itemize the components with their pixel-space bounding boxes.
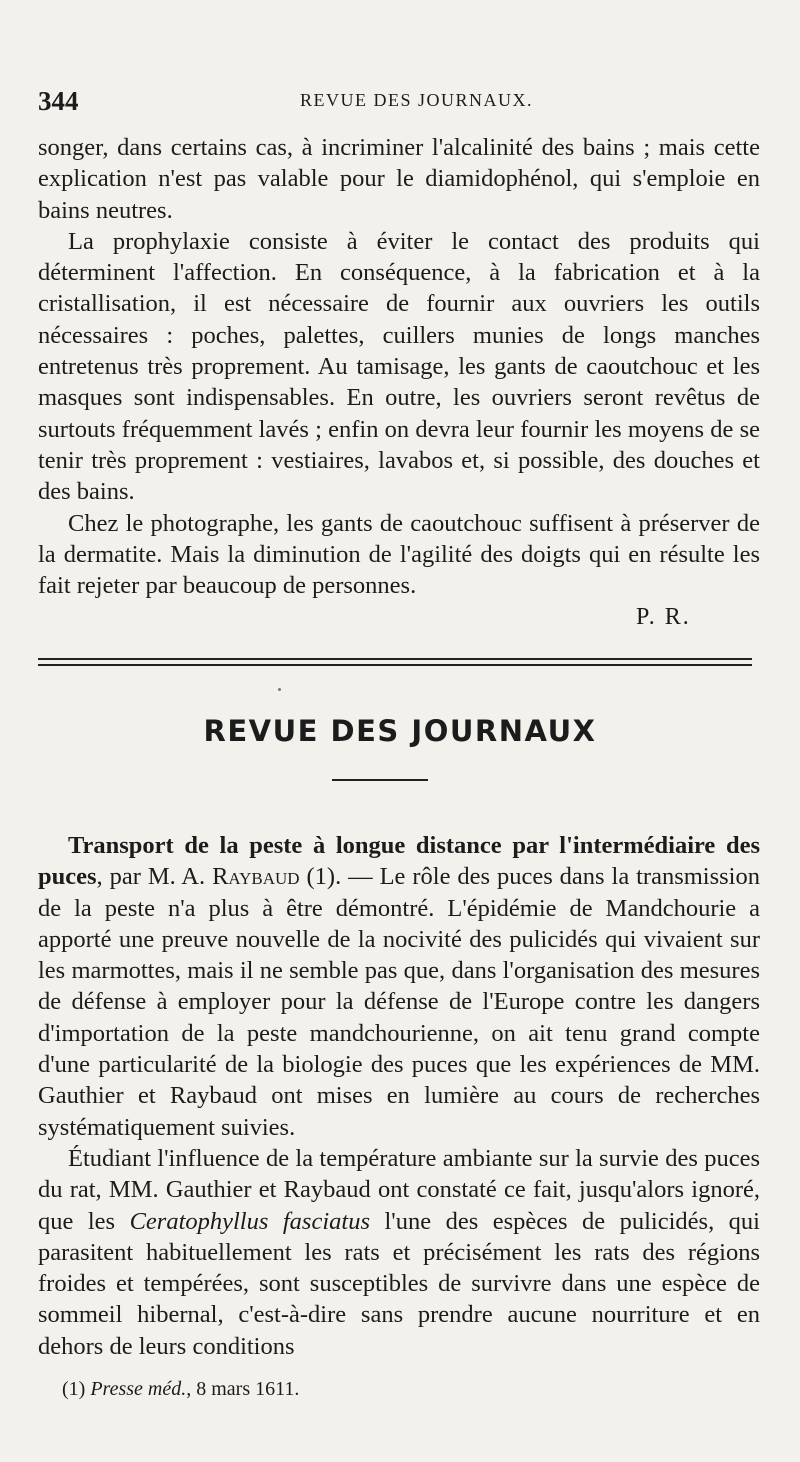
footnote-date: , 8 mars 1611. [186, 1378, 300, 1400]
paragraph: songer, dans certains cas, à incriminer l'alcalinité des bains ; mais cette explication n'est pas valable pour le diamidophénol, qui s'emploie en bains neutres. [38, 134, 760, 224]
article-body: Étudiant l'influence de la température ambiante sur la survie des puces du rat, MM. Gauthier et Raybaud ont constaté ce fait, jusqu'alors ignoré, que les [38, 1144, 760, 1235]
article-author: Raybaud [212, 863, 300, 891]
article-paragraph [38, 1143, 760, 1362]
footnote-reference: (1). — [299, 863, 380, 891]
footnote-source: Presse méd. [90, 1378, 187, 1400]
byline-prefix: , par M. A. [96, 863, 213, 891]
article-paragraph [38, 830, 760, 1143]
section-title: REVUE DES JOURNAUX [203, 714, 597, 748]
paragraph: Chez le photographe, les gants de caoutchouc suffisent à préserver de la dermatite. Mais la diminution de l'agilité des doigts qui en résulte les fait rejeter par beaucoup de personnes. [38, 509, 760, 600]
article-title: Transport de la peste à longue distance par l'intermédiaire des puces [38, 832, 760, 891]
page-header [38, 86, 760, 116]
previous-article-text [38, 132, 760, 601]
footnote [62, 1378, 299, 1401]
author-initials: P. R. [636, 604, 691, 630]
print-speck [278, 688, 281, 691]
double-rule-top [38, 658, 752, 660]
species-name: Ceratophyllus fasciatus [129, 1207, 370, 1235]
paragraph: La prophylaxie consiste à éviter le contact des produits qui déterminent l'affection. En conséquence, à la fabrication et à la cristallisation, il est nécessaire de fournir aux ouvriers les outils nécessaires : poches, palettes, cuillers munies de longs manches entretenus très proprement. Au tamisage, les gants de caoutchouc et les masques sont indispensables. En outre, les ouvriers seront revêtus de surtouts fréquemment lavés ; enfin on devra leur fournir les moyens de se tenir très proprement : vestiaires, lavabos et, si possible, des douches et des bains. [38, 227, 760, 506]
page-number: 344 [38, 86, 79, 116]
double-rule-bottom [38, 664, 752, 666]
article-body: Le rôle des puces dans la transmission de la peste n'a plus à être démontré. L'épidémie de Mandchourie a apporté une preuve nouvelle de la nocivité des pulicidés qui vivaient sur les marmottes, mais il ne semble pas que, dans l'organisation des mesures de défense à employer pour la défense de l'Europe contre les dangers d'importation de la peste mandchourienne, on ait tenu grand compte d'une particularité de la biologie des puces que les expériences de MM. Gauthier et Raybaud ont mises en lumière au cours de recherches systématiquement suivies. [38, 863, 760, 1141]
running-title: REVUE DES JOURNAUX. [300, 90, 534, 110]
article-body: l'une des espèces de pulicidés, qui parasitent habituellement les rats et précisément les rats des régions froides et tempérées, sont susceptibles de survivre dans une espèce de sommeil hibernal, c'est-à-dire sans prendre aucune nourriture et en dehors de leurs conditions [38, 1207, 760, 1360]
footnote-marker: (1) [62, 1378, 91, 1400]
article-text [38, 830, 760, 1362]
title-rule [332, 779, 428, 781]
